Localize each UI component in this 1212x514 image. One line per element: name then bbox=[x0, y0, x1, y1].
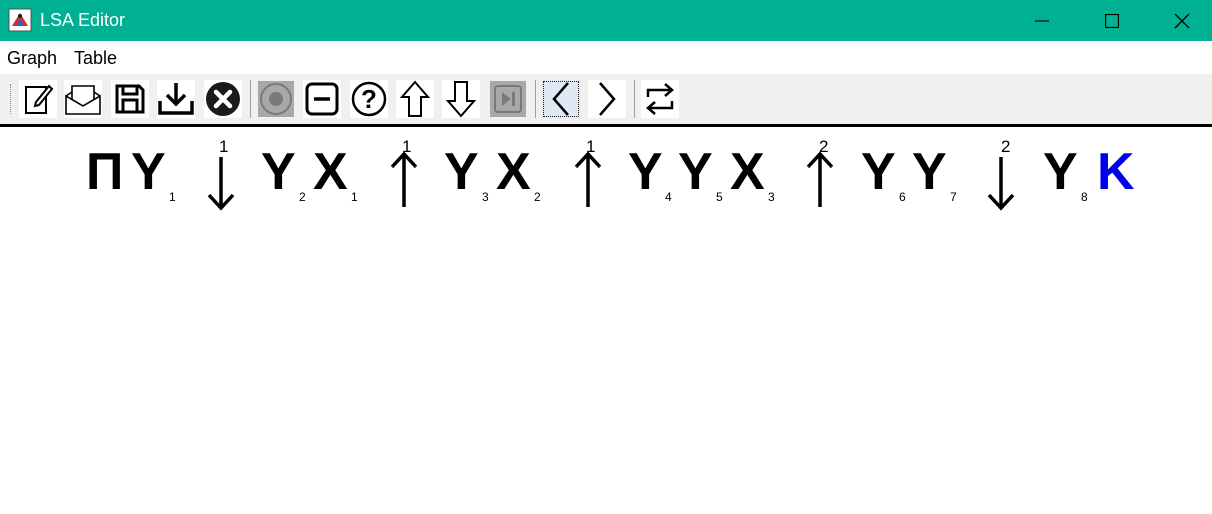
previous-button[interactable] bbox=[542, 80, 580, 118]
help-button[interactable] bbox=[350, 80, 388, 118]
subscript: 1 bbox=[169, 190, 176, 204]
symbol-y8[interactable]: Y bbox=[1043, 143, 1078, 201]
swap-icon bbox=[642, 80, 678, 118]
subscript: 7 bbox=[950, 190, 957, 204]
toolbar-separator bbox=[535, 80, 536, 118]
minus-icon bbox=[304, 81, 340, 117]
subscript: 5 bbox=[716, 190, 723, 204]
close-button[interactable] bbox=[1148, 0, 1212, 41]
open-button[interactable] bbox=[64, 80, 102, 118]
menu-table[interactable]: Table bbox=[74, 48, 118, 68]
symbol-y4[interactable]: Y bbox=[628, 143, 663, 201]
download-button[interactable] bbox=[157, 80, 195, 118]
skip-end-icon bbox=[489, 80, 527, 118]
chevron-right-icon bbox=[592, 80, 622, 118]
subscript: 8 bbox=[1081, 190, 1088, 204]
record-icon bbox=[257, 80, 295, 118]
subscript: 4 bbox=[665, 190, 672, 204]
symbol-y5[interactable]: Y bbox=[678, 143, 713, 201]
symbol-y1[interactable]: Y bbox=[131, 143, 166, 201]
close-icon bbox=[1174, 13, 1190, 29]
symbol-y7[interactable]: Y bbox=[912, 143, 947, 201]
svg-text:?: ? bbox=[361, 84, 377, 114]
arrow-label: 2 bbox=[819, 137, 829, 156]
menu-graph[interactable]: Graph bbox=[7, 48, 58, 68]
move-up-button[interactable] bbox=[396, 80, 434, 118]
arrow-label: 1 bbox=[219, 137, 229, 156]
maximize-button[interactable] bbox=[1078, 0, 1146, 41]
arrow-down-icon[interactable] bbox=[986, 151, 1016, 211]
arrow-label: 2 bbox=[1001, 137, 1011, 156]
symbol-start[interactable]: П bbox=[86, 143, 124, 201]
move-down-button[interactable] bbox=[442, 80, 480, 118]
symbol-end[interactable]: K bbox=[1097, 143, 1135, 201]
edit-icon bbox=[22, 82, 54, 116]
arrow-down-icon[interactable] bbox=[206, 151, 236, 211]
toolbar-separator bbox=[250, 80, 251, 118]
symbol-y6[interactable]: Y bbox=[861, 143, 896, 201]
symbol-y2[interactable]: Y bbox=[261, 143, 296, 201]
window-title: LSA Editor bbox=[40, 10, 126, 30]
edit-button[interactable] bbox=[19, 80, 57, 118]
swap-button[interactable] bbox=[641, 80, 679, 118]
minimize-button[interactable] bbox=[1008, 0, 1076, 41]
subscript: 1 bbox=[351, 190, 358, 204]
open-icon bbox=[64, 82, 102, 116]
toolbar-grip[interactable] bbox=[10, 84, 13, 114]
symbol-y3[interactable]: Y bbox=[444, 143, 479, 201]
arrow-label: 1 bbox=[402, 137, 412, 156]
app-logo-icon bbox=[8, 8, 32, 32]
subscript: 3 bbox=[768, 190, 775, 204]
remove-button[interactable] bbox=[303, 80, 341, 118]
lsa-canvas[interactable] bbox=[0, 127, 1212, 514]
symbol-x3[interactable]: X bbox=[730, 143, 765, 201]
symbol-x1[interactable]: X bbox=[313, 143, 348, 201]
subscript: 3 bbox=[482, 190, 489, 204]
minimize-icon bbox=[1035, 14, 1049, 28]
toolbar bbox=[0, 74, 1212, 124]
cancel-button[interactable] bbox=[204, 80, 242, 118]
arrow-label: 1 bbox=[586, 137, 596, 156]
arrow-up-icon[interactable] bbox=[389, 151, 419, 211]
close-circle-icon bbox=[204, 80, 242, 118]
record-button[interactable] bbox=[257, 80, 295, 118]
help-icon bbox=[350, 80, 388, 118]
title-bar bbox=[0, 0, 1212, 41]
next-button[interactable] bbox=[588, 80, 626, 118]
subscript: 6 bbox=[899, 190, 906, 204]
maximize-icon bbox=[1105, 14, 1119, 28]
toolbar-separator bbox=[634, 80, 635, 118]
subscript: 2 bbox=[534, 190, 541, 204]
save-icon bbox=[113, 82, 147, 116]
menu-bar bbox=[0, 41, 1212, 75]
subscript: 2 bbox=[299, 190, 306, 204]
arrow-down-icon bbox=[444, 80, 478, 118]
download-icon bbox=[157, 81, 195, 117]
save-button[interactable] bbox=[111, 80, 149, 118]
chevron-left-icon bbox=[546, 80, 576, 118]
arrow-up-icon[interactable] bbox=[805, 151, 835, 211]
skip-end-button[interactable] bbox=[489, 80, 527, 118]
symbol-x2[interactable]: X bbox=[496, 143, 531, 201]
arrow-up-icon[interactable] bbox=[573, 151, 603, 211]
arrow-up-icon bbox=[398, 80, 432, 118]
